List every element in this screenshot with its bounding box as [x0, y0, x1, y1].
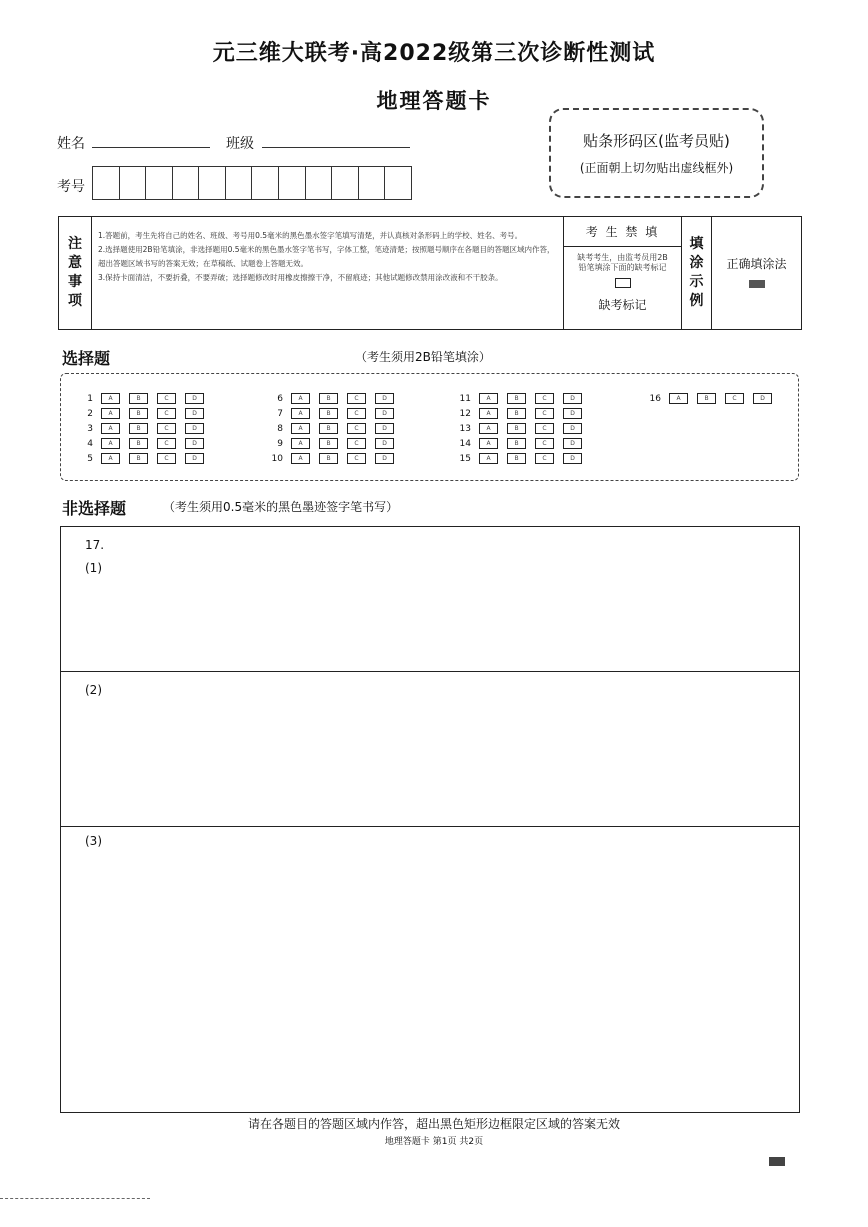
- option-bubble-b[interactable]: B: [697, 393, 716, 404]
- fill-example-cell: [712, 217, 801, 329]
- absent-cell: [564, 217, 682, 329]
- question-row-10: [261, 453, 403, 464]
- cut-line: [0, 1198, 150, 1199]
- question-number: 5: [87, 453, 93, 464]
- option-bubble-c[interactable]: C: [725, 393, 744, 404]
- id-digit-cell[interactable]: [306, 167, 333, 199]
- part-1-label: (1): [85, 561, 102, 575]
- option-bubble-b[interactable]: B: [507, 393, 526, 404]
- barcode-area: [549, 108, 764, 198]
- part-2-label: (2): [85, 683, 102, 697]
- id-digit-cell[interactable]: [93, 167, 120, 199]
- question-row-9: [261, 438, 403, 449]
- option-bubble-d[interactable]: D: [375, 408, 394, 419]
- question-row-2: [71, 408, 213, 419]
- option-bubble-a[interactable]: A: [479, 423, 498, 434]
- question-number: 3: [87, 423, 93, 434]
- id-digit-cell[interactable]: [226, 167, 253, 199]
- option-bubble-a[interactable]: A: [479, 393, 498, 404]
- option-bubble-a[interactable]: A: [291, 423, 310, 434]
- option-bubble-a[interactable]: A: [101, 423, 120, 434]
- id-digit-cell[interactable]: [120, 167, 147, 199]
- choice-answer-area: [60, 373, 799, 481]
- question-row-16: [639, 393, 781, 404]
- option-bubble-b[interactable]: B: [129, 408, 148, 419]
- option-bubble-c[interactable]: C: [157, 408, 176, 419]
- absent-mark-label: 缺考标记: [598, 298, 647, 312]
- barcode-title: 贴条形码区(监考员贴): [583, 132, 730, 150]
- option-bubble-c[interactable]: C: [157, 453, 176, 464]
- option-bubble-b[interactable]: B: [319, 408, 338, 419]
- notice-item: 1.答题前，考生先将自己的姓名、班级、考号用0.5毫米的黑色墨水签字笔填写清楚，并认真核对条形码上的学校、姓名、考号。: [98, 231, 523, 240]
- option-bubble-c[interactable]: C: [347, 423, 366, 434]
- question-row-1: [71, 393, 213, 404]
- option-bubble-d[interactable]: D: [375, 438, 394, 449]
- question-row-3: [71, 423, 213, 434]
- name-field[interactable]: [92, 146, 210, 148]
- option-bubble-d[interactable]: D: [375, 423, 394, 434]
- option-bubble-b[interactable]: B: [507, 453, 526, 464]
- question-row-6: [261, 393, 403, 404]
- question-number: 7: [277, 408, 283, 419]
- option-bubble-b[interactable]: B: [129, 393, 148, 404]
- absent-mark-box[interactable]: [615, 278, 631, 288]
- option-bubble-b[interactable]: B: [319, 453, 338, 464]
- question-row-5: [71, 453, 213, 464]
- id-digit-cell[interactable]: [385, 167, 411, 199]
- question-number: 17.: [85, 538, 105, 552]
- option-bubble-d[interactable]: D: [563, 453, 582, 464]
- option-bubble-c[interactable]: C: [157, 393, 176, 404]
- option-bubble-b[interactable]: B: [129, 453, 148, 464]
- option-bubble-b[interactable]: B: [507, 408, 526, 419]
- option-bubble-c[interactable]: C: [347, 408, 366, 419]
- id-number-grid[interactable]: [92, 166, 412, 200]
- page-number: 地理答题卡 第1页 共2页: [384, 1137, 484, 1147]
- notice-item: 3.保持卡面清洁，不要折叠，不要弄破；选择题修改时用橡皮擦擦干净，不留痕迹；其他试题修改禁用涂改液和不干胶条。: [98, 273, 503, 282]
- choice-section-subtitle: （考生须用2B铅笔填涂）: [355, 350, 491, 364]
- answer-area[interactable]: [60, 526, 800, 1113]
- exam-title: 元三维大联考·高2022级第三次诊断性测试: [212, 41, 656, 66]
- option-bubble-a[interactable]: A: [291, 438, 310, 449]
- nonchoice-section-title: 非选择题: [62, 499, 127, 518]
- option-bubble-c[interactable]: C: [535, 423, 554, 434]
- question-number: 11: [459, 393, 471, 404]
- option-bubble-d[interactable]: D: [185, 393, 204, 404]
- question-row-11: [449, 393, 591, 404]
- option-bubble-c[interactable]: C: [347, 393, 366, 404]
- option-bubble-a[interactable]: A: [479, 408, 498, 419]
- id-digit-cell[interactable]: [359, 167, 386, 199]
- page-alignment-mark: [769, 1157, 785, 1166]
- barcode-note: (正面朝上切勿贴出虚线框外): [579, 161, 734, 175]
- notice-label: 注 意 事 项: [68, 236, 82, 309]
- option-bubble-a[interactable]: A: [101, 408, 120, 419]
- option-bubble-b[interactable]: B: [129, 438, 148, 449]
- part-3-label: (3): [85, 834, 102, 848]
- id-digit-cell[interactable]: [173, 167, 200, 199]
- option-bubble-c[interactable]: C: [157, 423, 176, 434]
- option-bubble-b[interactable]: B: [129, 423, 148, 434]
- question-number: 13: [459, 423, 471, 434]
- question-row-14: [449, 438, 591, 449]
- question-number: 8: [277, 423, 283, 434]
- option-bubble-a[interactable]: A: [291, 453, 310, 464]
- question-number: 6: [277, 393, 283, 404]
- option-bubble-a[interactable]: A: [291, 408, 310, 419]
- question-row-8: [261, 423, 403, 434]
- choice-section-title: 选择题: [62, 349, 111, 368]
- option-bubble-b[interactable]: B: [319, 438, 338, 449]
- option-bubble-d[interactable]: D: [375, 453, 394, 464]
- question-row-13: [449, 423, 591, 434]
- notice-items: [92, 217, 563, 285]
- option-bubble-d[interactable]: D: [563, 393, 582, 404]
- absent-title: 考 生 禁 填: [585, 225, 660, 239]
- option-bubble-d[interactable]: D: [185, 423, 204, 434]
- question-number: 15: [459, 453, 471, 464]
- option-bubble-a[interactable]: A: [479, 453, 498, 464]
- id-digit-cell[interactable]: [199, 167, 226, 199]
- id-label: 考号: [57, 179, 85, 195]
- card-subtitle: 地理答题卡: [376, 89, 492, 113]
- question-number: 12: [459, 408, 471, 419]
- option-bubble-c[interactable]: C: [535, 438, 554, 449]
- footer-warning: 请在各题目的答题区域内作答，超出黑色矩形边框限定区域的答案无效: [247, 1117, 620, 1131]
- filled-bubble-example: [749, 280, 765, 288]
- option-bubble-d[interactable]: D: [753, 393, 772, 404]
- option-bubble-b[interactable]: B: [319, 393, 338, 404]
- question-number: 14: [459, 438, 471, 449]
- question-number: 2: [87, 408, 93, 419]
- option-bubble-a[interactable]: A: [669, 393, 688, 404]
- option-bubble-a[interactable]: A: [101, 393, 120, 404]
- option-bubble-b[interactable]: B: [507, 438, 526, 449]
- option-bubble-a[interactable]: A: [101, 453, 120, 464]
- notice-box: [58, 216, 802, 330]
- class-label: 班级: [226, 136, 254, 152]
- option-bubble-a[interactable]: A: [101, 438, 120, 449]
- option-bubble-b[interactable]: B: [319, 423, 338, 434]
- question-number: 16: [649, 393, 661, 404]
- class-field[interactable]: [262, 146, 410, 148]
- question-number: 9: [277, 438, 283, 449]
- option-bubble-d[interactable]: D: [185, 408, 204, 419]
- option-bubble-c[interactable]: C: [157, 438, 176, 449]
- question-row-7: [261, 408, 403, 419]
- option-bubble-a[interactable]: A: [479, 438, 498, 449]
- option-bubble-d[interactable]: D: [375, 393, 394, 404]
- option-bubble-d[interactable]: D: [185, 453, 204, 464]
- option-bubble-c[interactable]: C: [535, 408, 554, 419]
- question-number: 4: [87, 438, 93, 449]
- question-row-12: [449, 408, 591, 419]
- question-number: 10: [271, 453, 283, 464]
- fill-example-label: 填 涂 示 例: [689, 236, 704, 309]
- question-row-4: [71, 438, 213, 449]
- id-digit-cell[interactable]: [146, 167, 173, 199]
- name-label: 姓名: [57, 136, 85, 152]
- option-bubble-a[interactable]: A: [291, 393, 310, 404]
- fill-example-text: 正确填涂法: [726, 257, 787, 271]
- id-digit-cell[interactable]: [279, 167, 306, 199]
- option-bubble-d[interactable]: D: [563, 438, 582, 449]
- id-digit-cell[interactable]: [252, 167, 279, 199]
- option-bubble-d[interactable]: D: [185, 438, 204, 449]
- nonchoice-section-subtitle: （考生须用0.5毫米的黑色墨迹签字笔书写）: [163, 500, 399, 514]
- notice-text-cell: [92, 217, 564, 329]
- option-bubble-d[interactable]: D: [563, 423, 582, 434]
- option-bubble-d[interactable]: D: [563, 408, 582, 419]
- option-bubble-c[interactable]: C: [347, 453, 366, 464]
- option-bubble-b[interactable]: B: [507, 423, 526, 434]
- notice-item: 2.选择题使用2B铅笔填涂，非选择题用0.5毫米的黑色墨水签字笔书写，字体工整，笔迹清楚；按照题号顺序在各题目的答题区域内作答，超出答题区域书写的答案无效；在草稿纸、试题卷上答题无效。: [98, 245, 555, 268]
- id-digit-cell[interactable]: [332, 167, 359, 199]
- question-row-15: [449, 453, 591, 464]
- option-bubble-c[interactable]: C: [535, 453, 554, 464]
- option-bubble-c[interactable]: C: [535, 393, 554, 404]
- option-bubble-c[interactable]: C: [347, 438, 366, 449]
- absent-text: 缺考考生，由监考员用2B铅笔填涂下面的缺考标记: [577, 253, 668, 272]
- question-number: 1: [87, 393, 93, 404]
